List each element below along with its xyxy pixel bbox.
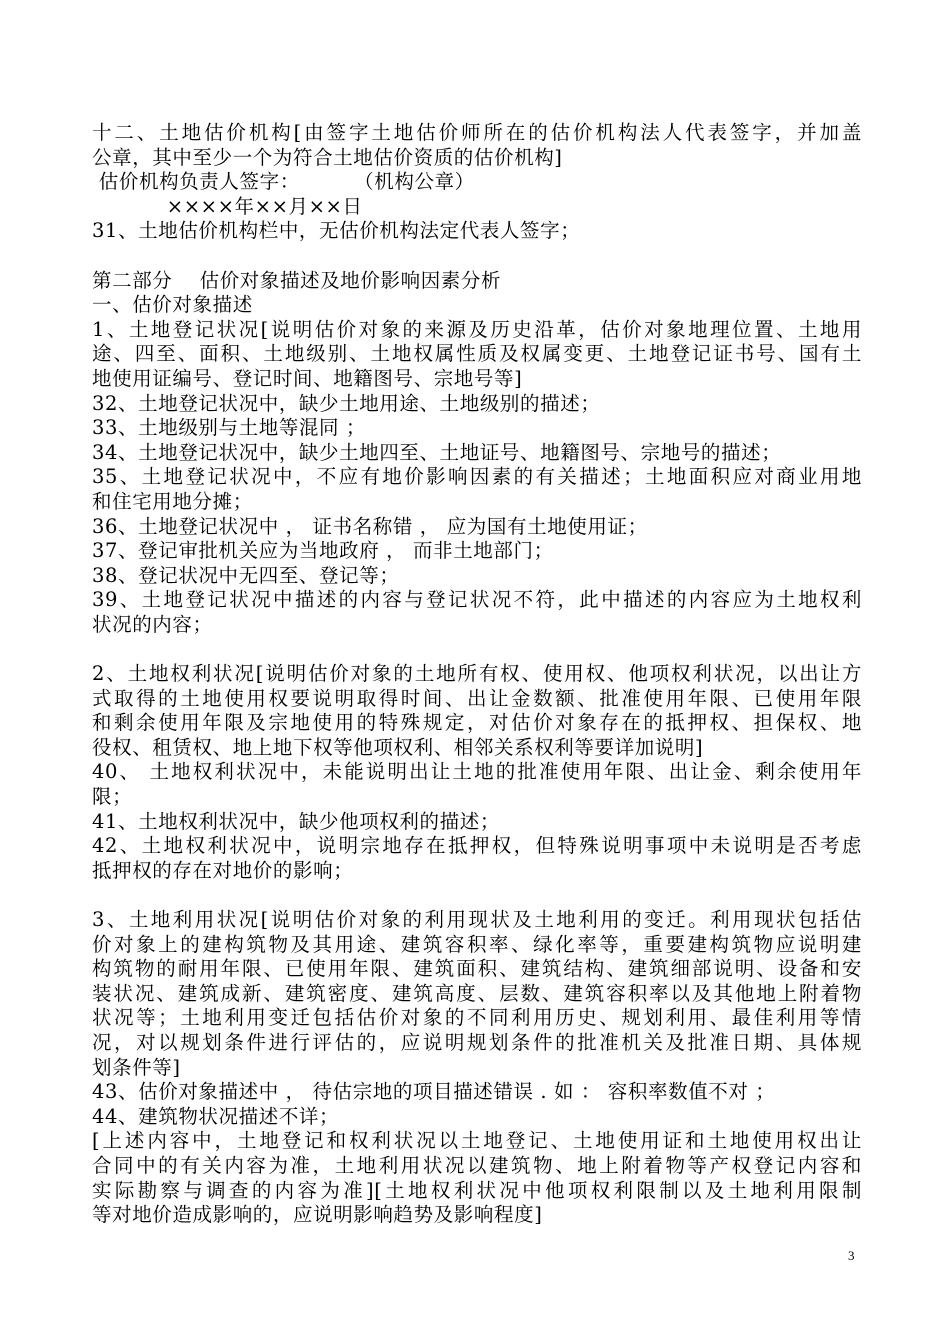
text-line: 装状况、建筑成新、建筑密度、建筑高度、层数、建筑容积率以及其他地上附着物 (92, 981, 862, 1005)
text-line: 途、四至、面积、土地级别、土地权属性质及权属变更、土地登记证书号、国有土 (92, 342, 862, 366)
text-line: 1、土地登记状况[说明估价对象的来源及历史沿革，估价对象地理位置、土地用 (92, 317, 862, 341)
text-line: 十二、土地估价机构[由签字土地估价师所在的估价机构法人代表签字，并加盖 (92, 121, 862, 144)
blank-line (92, 883, 862, 908)
text-line: 划条件等] (92, 1055, 181, 1079)
text-line: ××××年××月××日 (92, 194, 363, 218)
text-line: 限； (92, 785, 133, 809)
text-line: 34、土地登记状况中，缺少土地四至、土地证号、地籍图号、宗地号的描述； (92, 440, 782, 464)
text-line: 43、估价对象描述中 ， 待估宗地的项目描述错误 . 如 ： 容积率数值不对 ； (92, 1080, 776, 1104)
text-line: 38、登记状况中无四至、登记等； (92, 563, 400, 587)
text-line: 式取得的土地使用权要说明取得时间、出让金数额、批准使用年限、已使用年限 (92, 686, 862, 710)
text-line: 等对地价造成影响的，应说明影响趋势及影响程度] (92, 1203, 543, 1227)
page-number: 3 (848, 1248, 855, 1263)
subsection-heading: 一、估价对象描述 (92, 293, 253, 317)
text-line: 33、土地级别与土地等混同 ； (92, 416, 367, 440)
text-line: 构筑物的耐用年限、已使用年限、建筑面积、建筑结构、建筑细部说明、设备和安 (92, 957, 862, 981)
section-heading: 第二部分 估价对象描述及地价影响因素分析 (92, 268, 502, 292)
text-line: 估价机构负责人签字： （机构公章） (92, 170, 475, 194)
text-line: 40、 土地权利状况中，未能说明出让土地的批准使用年限、出让金、剩余使用年 (92, 760, 862, 784)
text-line: 和住宅用地分摊； (92, 489, 253, 513)
blank-line (92, 637, 862, 662)
text-line: 31、土地估价机构栏中，无估价机构法定代表人签字； (92, 219, 581, 243)
text-line: 况，对以规划条件进行评估的，应说明规划条件的批准机关及批准日期、具体规 (92, 1030, 862, 1054)
text-line: 39、土地登记状况中描述的内容与登记状况不符，此中描述的内容应为土地权利 (92, 588, 862, 612)
document-body (92, 121, 862, 1228)
text-line: 公章，其中至少一个为符合土地估价资质的估价机构] (92, 145, 563, 169)
text-line: 36、土地登记状况中 ， 证书名称错 ， 应为国有土地使用证； (92, 514, 648, 538)
text-line: 状况的内容； (92, 612, 213, 636)
text-line: 价对象上的建构筑物及其用途、建筑容积率、绿化率等，重要建构筑物应说明建 (92, 932, 862, 956)
text-line: 41、土地权利状况中，缺少他项权利的描述； (92, 809, 500, 833)
text-line: 44、建筑物状况描述不详； (92, 1104, 340, 1128)
text-line: 役权、租赁权、地上地下权等他项权利、相邻关系权利等要详加说明] (92, 735, 704, 759)
text-line: 2、土地权利状况[说明估价对象的土地所有权、使用权、他项权利状况，以出让方 (92, 662, 862, 686)
text-line: 实际勘察与调查的内容为准][土地权利状况中他项权利限制以及土地利用限制 (92, 1178, 862, 1202)
text-line: 42、土地权利状况中，说明宗地存在抵押权，但特殊说明事项中未说明是否考虑 (92, 834, 862, 858)
text-line: 状况等；土地利用变迁包括估价对象的不同利用历史、规划利用、最佳利用等情 (92, 1006, 862, 1030)
text-line: 抵押权的存在对地价的影响； (92, 858, 354, 882)
text-line: 和剩余使用年限及宗地使用的特殊规定，对估价对象存在的抵押权、担保权、地 (92, 711, 862, 735)
text-line: 37、登记审批机关应为当地政府 ， 而非土地部门； (92, 539, 554, 563)
text-line: 32、土地登记状况中，缺少土地用途、土地级别的描述； (92, 391, 601, 415)
text-line: 3、土地利用状况[说明估价对象的利用现状及土地利用的变迁。利用现状包括估 (92, 908, 862, 931)
text-line: 地使用证编号、登记时间、地籍图号、宗地号等] (92, 366, 523, 390)
text-line: 35、土地登记状况中，不应有地价影响因素的有关描述；土地面积应对商业用地 (92, 465, 862, 489)
blank-line (92, 244, 862, 269)
text-line: [上述内容中，土地登记和权利状况以土地登记、土地使用证和土地使用权出让 (92, 1129, 862, 1153)
text-line: 合同中的有关内容为准，土地利用状况以建筑物、地上附着物等产权登记内容和 (92, 1153, 862, 1177)
